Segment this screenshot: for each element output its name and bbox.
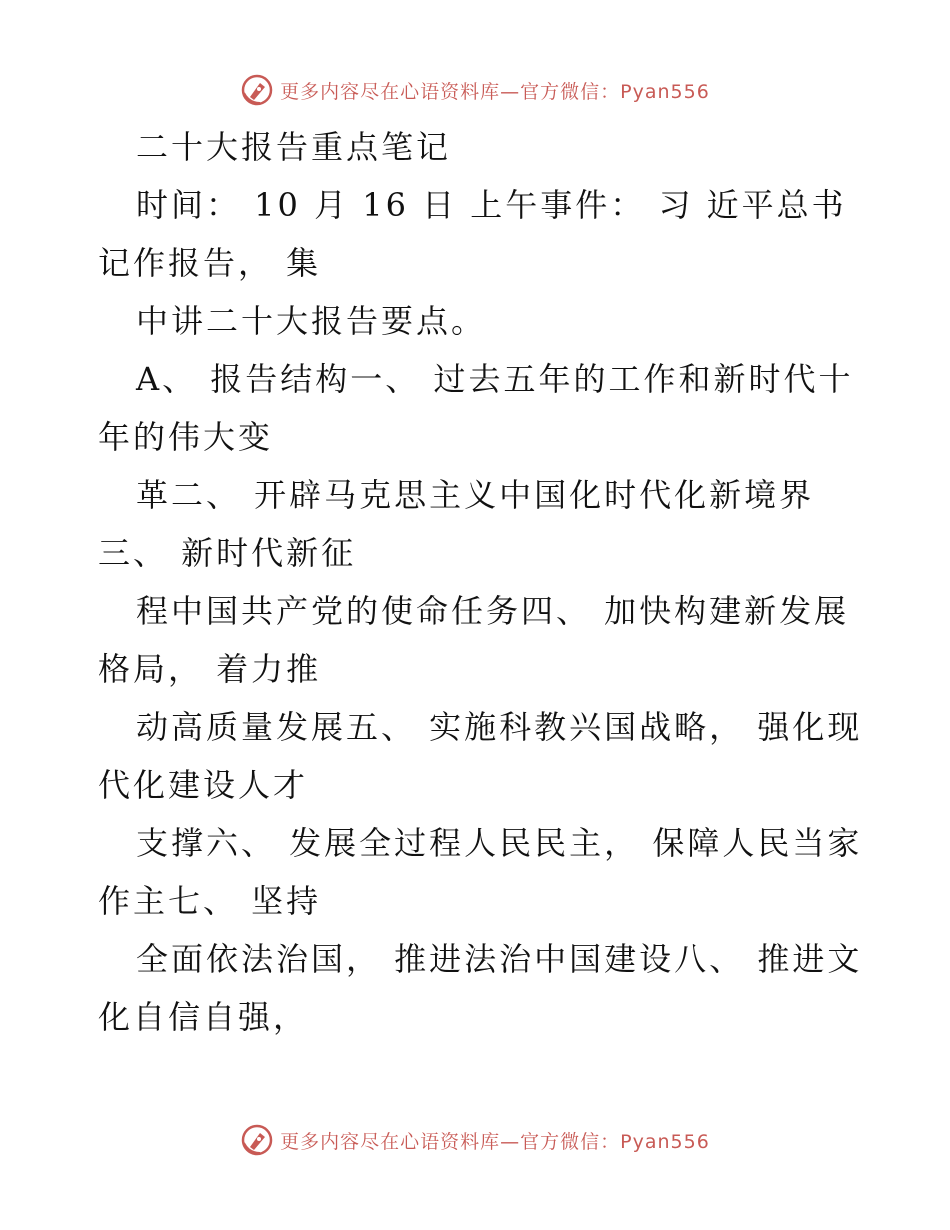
document-title: 二十大报告重点笔记	[136, 128, 452, 166]
document-body	[98, 118, 868, 1046]
banner-text: 更多内容尽在心语资料库—官方微信：Pyan556	[280, 1130, 710, 1153]
pen-nib-logo-icon	[240, 73, 274, 107]
footer-banner	[0, 1120, 950, 1160]
paragraph-structure-4: 动高质量发展五、 实施科教兴国战略， 强化现代化建设人才	[98, 708, 863, 804]
paragraph-structure-6: 全面依法治国， 推进法治中国建设八、 推进文化自信自强，	[98, 940, 863, 1036]
paragraph-summary: 中讲二十大报告要点。	[136, 302, 487, 340]
paragraph-structure-1: A、 报告结构一、 过去五年的工作和新时代十年的伟大变	[98, 360, 854, 456]
paragraph-time-event: 时间： 10 月 16 日 上午事件： 习 近平总书记作报告， 集	[98, 186, 847, 282]
paragraph-structure-5: 支撑六、 发展全过程人民民主， 保障人民当家作主七、 坚持	[98, 824, 863, 920]
header-banner	[0, 70, 950, 110]
banner-text: 更多内容尽在心语资料库—官方微信：Pyan556	[280, 80, 710, 103]
paragraph-structure-3: 程中国共产党的使命任务四、 加快构建新发展格局， 着力推	[98, 592, 850, 688]
paragraph-structure-2: 革二、 开辟马克思主义中国化时代化新境界三、 新时代新征	[98, 476, 815, 572]
pen-nib-logo-icon	[240, 1123, 274, 1157]
